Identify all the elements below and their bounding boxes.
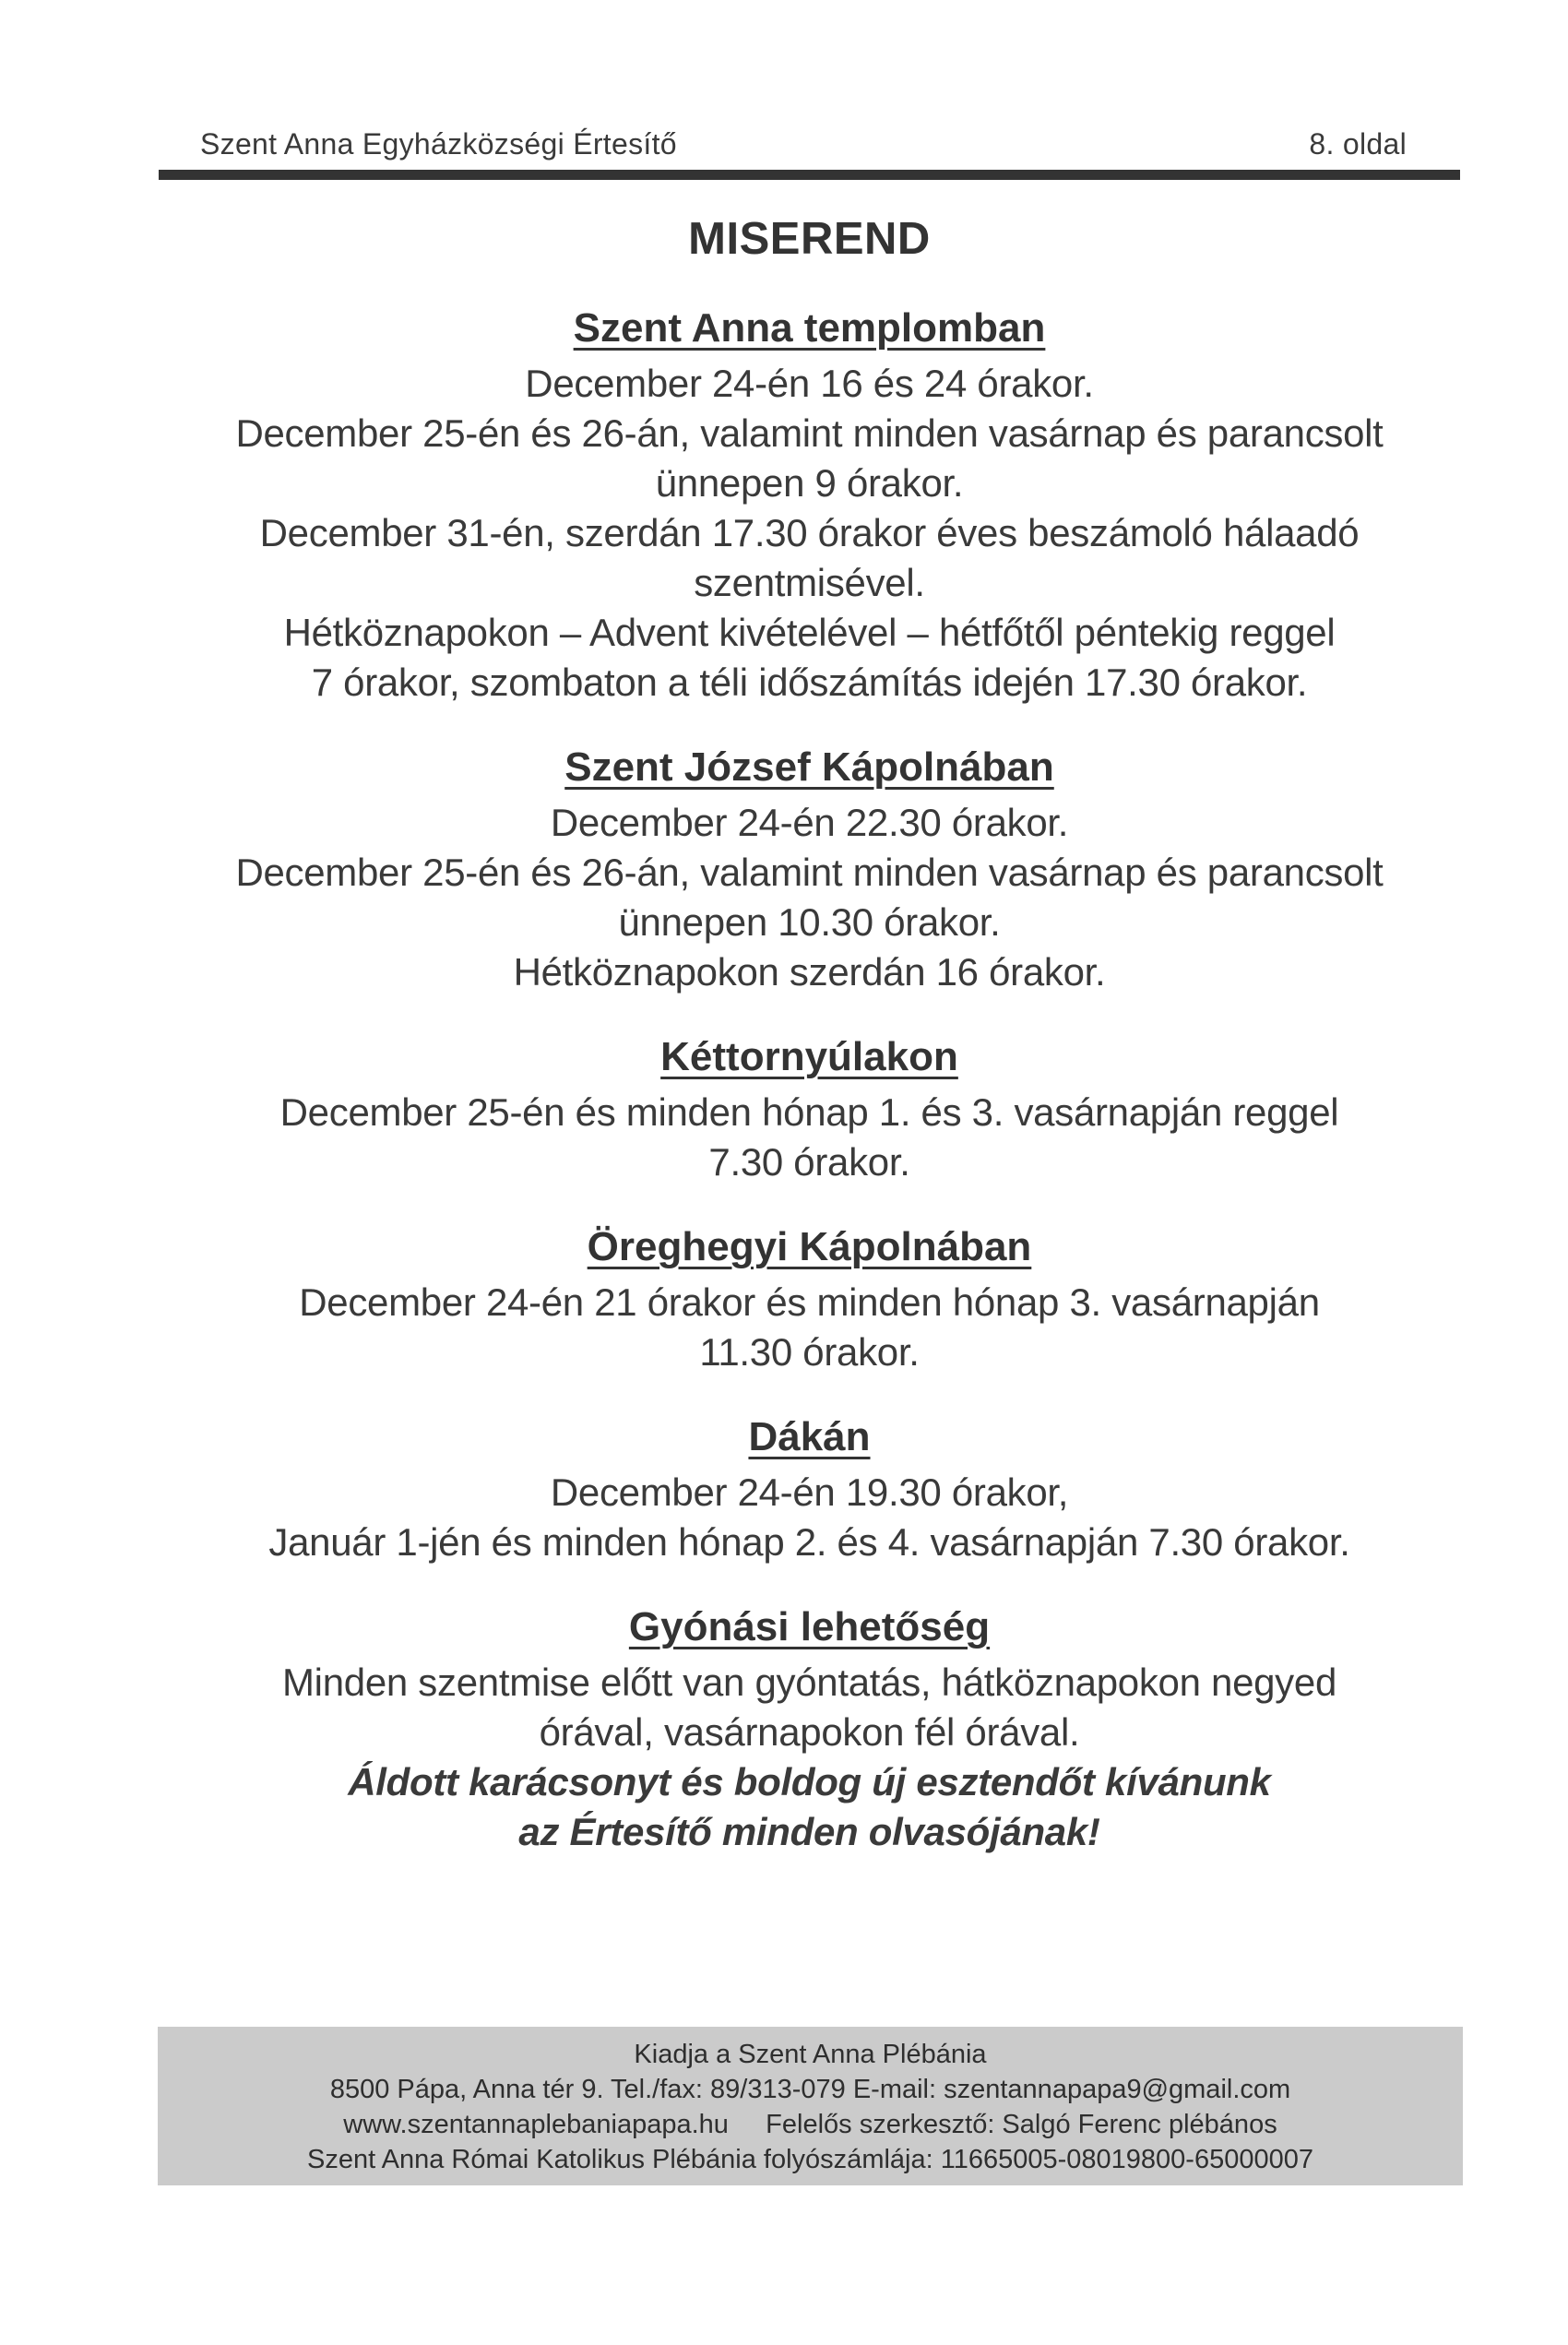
section-lines	[159, 1468, 1460, 1567]
newsletter-page	[0, 127, 1568, 2345]
closing-wish-line: Áldott karácsonyt és boldog új esztendőt kívánunk	[348, 1760, 1271, 1803]
schedule-sections	[159, 305, 1460, 1757]
schedule-section	[159, 1034, 1460, 1187]
schedule-line: Január 1-jén és minden hónap 2. és 4. vasárnapján 7.30 órakor.	[268, 1520, 1350, 1564]
page-number: 8. oldal	[1309, 127, 1407, 161]
schedule-section	[159, 744, 1460, 997]
imprint-box	[158, 2027, 1463, 2185]
section-lines	[159, 1658, 1460, 1757]
schedule-line: 11.30 órakor.	[699, 1330, 920, 1374]
schedule-line: December 24-én 19.30 órakor,	[550, 1470, 1069, 1514]
schedule-section	[159, 1224, 1460, 1377]
section-heading: Gyónási lehetőség	[628, 1604, 991, 1649]
schedule-line: December 31-én, szerdán 17.30 órakor éves beszámoló hálaadó	[259, 511, 1360, 554]
schedule-line: 7 órakor, szombaton a téli időszámítás idején 17.30 órakor.	[311, 661, 1308, 704]
section-lines	[159, 359, 1460, 708]
newsletter-title: Szent Anna Egyházközségi Értesítő	[200, 127, 677, 161]
schedule-line: 7.30 órakor.	[708, 1140, 910, 1184]
section-heading: Öreghegyi Kápolnában	[587, 1224, 1032, 1269]
closing-wish	[159, 1757, 1460, 1857]
schedule-line: órával, vasárnapokon fél órával.	[539, 1710, 1080, 1754]
schedule-line: ünnepen 9 órakor.	[655, 461, 964, 505]
imprint-line: 8500 Pápa, Anna tér 9. Tel./fax: 89/313-079 E-mail: szentannapapa9@gmail.com	[329, 2075, 1291, 2104]
imprint-line: www.szentannaplebaniapapa.hu Felelős szerkesztő: Salgó Ferenc plébános	[343, 2110, 1277, 2139]
schedule-section	[159, 1604, 1460, 1757]
closing-wish-line: az Értesítő minden olvasójának!	[518, 1810, 1100, 1853]
schedule-line: Hétköznapokon – Advent kivételével – hétfőtől péntekig reggel	[283, 611, 1336, 654]
schedule-line: December 24-én 21 órakor és minden hónap 3. vasárnapján	[299, 1280, 1320, 1324]
schedule-line: Minden szentmise előtt van gyóntatás, hátköznapokon negyed	[281, 1661, 1336, 1704]
schedule-line: szentmisével.	[694, 561, 925, 604]
section-heading: Szent József Kápolnában	[564, 744, 1054, 790]
schedule-line: December 25-én és 26-án, valamint minden vasárnap és parancsolt	[235, 851, 1384, 894]
section-lines	[159, 1088, 1460, 1187]
imprint-line: Szent Anna Római Katolikus Plébánia folyószámlája: 11665005-08019800-65000007	[307, 2145, 1313, 2174]
schedule-content	[159, 213, 1460, 1857]
schedule-line: ünnepen 10.30 órakor.	[618, 900, 1001, 944]
page-header	[159, 127, 1460, 180]
header-rule	[159, 170, 1460, 180]
schedule-line: December 25-én és minden hónap 1. és 3. vasárnapján reggel	[279, 1090, 1339, 1134]
schedule-section	[159, 305, 1460, 708]
header-row	[159, 127, 1460, 161]
schedule-line: December 24-én 16 és 24 órakor.	[525, 362, 1094, 405]
schedule-line: December 24-én 22.30 órakor.	[550, 801, 1069, 844]
page-title: MISEREND	[688, 214, 931, 264]
schedule-line: Hétköznapokon szerdán 16 órakor.	[513, 950, 1106, 994]
section-lines	[159, 1278, 1460, 1377]
section-heading: Kéttornyúlakon	[660, 1034, 958, 1079]
imprint-line: Kiadja a Szent Anna Plébánia	[634, 2040, 987, 2069]
section-heading: Dákán	[748, 1414, 871, 1459]
section-heading: Szent Anna templomban	[573, 305, 1046, 351]
schedule-line: December 25-én és 26-án, valamint minden vasárnap és parancsolt	[235, 411, 1384, 455]
section-lines	[159, 798, 1460, 997]
schedule-section	[159, 1414, 1460, 1567]
